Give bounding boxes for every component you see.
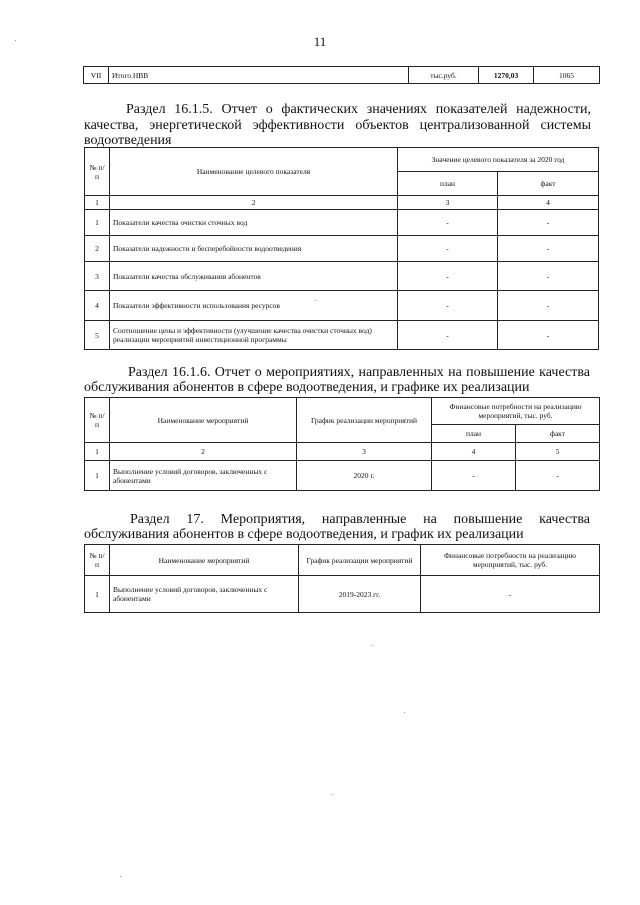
row-number: 4 xyxy=(85,291,110,321)
scan-speck xyxy=(332,794,333,795)
index-cell: 1 xyxy=(85,196,110,210)
header-fact: факт xyxy=(516,425,600,443)
row-name: Показатели качества очистки сточных вод xyxy=(110,210,398,236)
top-summary-table xyxy=(83,66,600,84)
section1-heading-line2: качества, энергетической эффективности объектов централизованной системы xyxy=(84,118,591,133)
measures-report-table xyxy=(84,397,600,491)
row-number: VII xyxy=(84,67,109,84)
table-row xyxy=(85,576,600,613)
index-cell: 4 xyxy=(432,443,516,461)
indicators-table xyxy=(84,147,599,350)
plan-cell: - xyxy=(398,262,498,291)
row-name: Соотношение цены и эффективности (улучшение качества очистки сточных вод) реализации мероприятий инвестиционной программы xyxy=(110,321,398,350)
index-cell: 4 xyxy=(498,196,599,210)
measures-plan-table xyxy=(84,544,600,613)
header-plan: план xyxy=(432,425,516,443)
header-num: № п/п xyxy=(85,398,110,443)
header-plan: план xyxy=(398,172,498,196)
fact-cell: - xyxy=(498,262,599,291)
fact-cell: - xyxy=(498,321,599,350)
schedule-cell: 2020 г. xyxy=(297,461,432,491)
value-cell: 1270,03 xyxy=(479,67,534,84)
row-name: Выполнение условий договоров, заключенных с абонентами xyxy=(110,576,299,613)
schedule-cell: 2019-2023 гг. xyxy=(299,576,421,613)
plan-cell: - xyxy=(398,291,498,321)
plan-cell: - xyxy=(432,461,516,491)
row-number: 3 xyxy=(85,262,110,291)
row-name: Выполнение условий договоров, заключенных с абонентами xyxy=(110,461,297,491)
plan-cell: - xyxy=(398,321,498,350)
table-row xyxy=(85,262,599,291)
row-number: 1 xyxy=(85,461,110,491)
table-row xyxy=(85,443,600,461)
fact-cell: - xyxy=(498,236,599,262)
page-number: 11 xyxy=(313,34,327,49)
finance-cell: - xyxy=(421,576,600,613)
row-name: Показатели качества обслуживания абонентов xyxy=(110,262,398,291)
header-schedule: График реализации мероприятий xyxy=(297,398,432,443)
header-fact: факт xyxy=(498,172,599,196)
scan-speck xyxy=(315,300,316,301)
section3-heading-line1: Раздел 17. Мероприятия, направленные на повышение качества xyxy=(130,512,590,527)
row-name: Итого НВВ xyxy=(109,67,409,84)
index-cell: 5 xyxy=(516,443,600,461)
section2-heading-line1: Раздел 16.1.6. Отчет о мероприятиях, направленных на повышение качества xyxy=(128,365,590,380)
index-cell: 3 xyxy=(398,196,498,210)
header-finance: Финансовые потребности на реализацию мероприятий, тыс. руб. xyxy=(421,545,600,576)
table-row xyxy=(85,196,599,210)
table-row xyxy=(85,461,600,491)
header-name: Наименование мероприятий xyxy=(110,398,297,443)
fact-cell: - xyxy=(498,291,599,321)
header-finance: Финансовые потребности на реализацию мероприятий, тыс. руб. xyxy=(432,398,600,425)
header-num: № п/п xyxy=(85,545,110,576)
table-row xyxy=(85,291,599,321)
header-name: Наименование целевого показателя xyxy=(110,148,398,196)
index-cell: 3 xyxy=(297,443,432,461)
row-number: 1 xyxy=(85,210,110,236)
index-cell: 1 xyxy=(85,443,110,461)
section2-heading-line2: обслуживания абонентов в сфере водоотведения, и графике их реализации xyxy=(84,380,530,395)
header-num: № п/п xyxy=(85,148,110,196)
fact-cell: - xyxy=(516,461,600,491)
row-number: 2 xyxy=(85,236,110,262)
table-row xyxy=(85,236,599,262)
fact-cell: - xyxy=(498,210,599,236)
scan-speck xyxy=(120,876,121,877)
scan-speck xyxy=(372,645,373,646)
header-schedule: График реализации мероприятий xyxy=(299,545,421,576)
unit-cell: тыс.руб. xyxy=(409,67,479,84)
index-cell: 2 xyxy=(110,196,398,210)
index-cell: 2 xyxy=(110,443,297,461)
header-value: Значение целевого показателя за 2020 год xyxy=(398,148,599,172)
table-row xyxy=(84,67,600,84)
row-name: Показатели эффективности использования ресурсов xyxy=(110,291,398,321)
section1-heading-line1: Раздел 16.1.5. Отчет о фактических значениях показателей надежности, xyxy=(126,102,591,117)
section1-heading-line3: водоотведения xyxy=(84,133,172,148)
header-name: Наименование мероприятий xyxy=(110,545,299,576)
row-name: Показатели надежности и бесперебойности водоотведения xyxy=(110,236,398,262)
plan-cell: - xyxy=(398,210,498,236)
section3-heading-line2: обслуживания абонентов в сфере водоотведения, и график их реализации xyxy=(84,527,524,542)
table-row xyxy=(85,210,599,236)
row-number: 5 xyxy=(85,321,110,350)
row-number: 1 xyxy=(85,576,110,613)
plan-cell: - xyxy=(398,236,498,262)
table-row xyxy=(85,321,599,350)
scan-speck xyxy=(404,712,405,713)
scan-speck xyxy=(15,40,16,41)
value-cell: 1065 xyxy=(534,67,600,84)
